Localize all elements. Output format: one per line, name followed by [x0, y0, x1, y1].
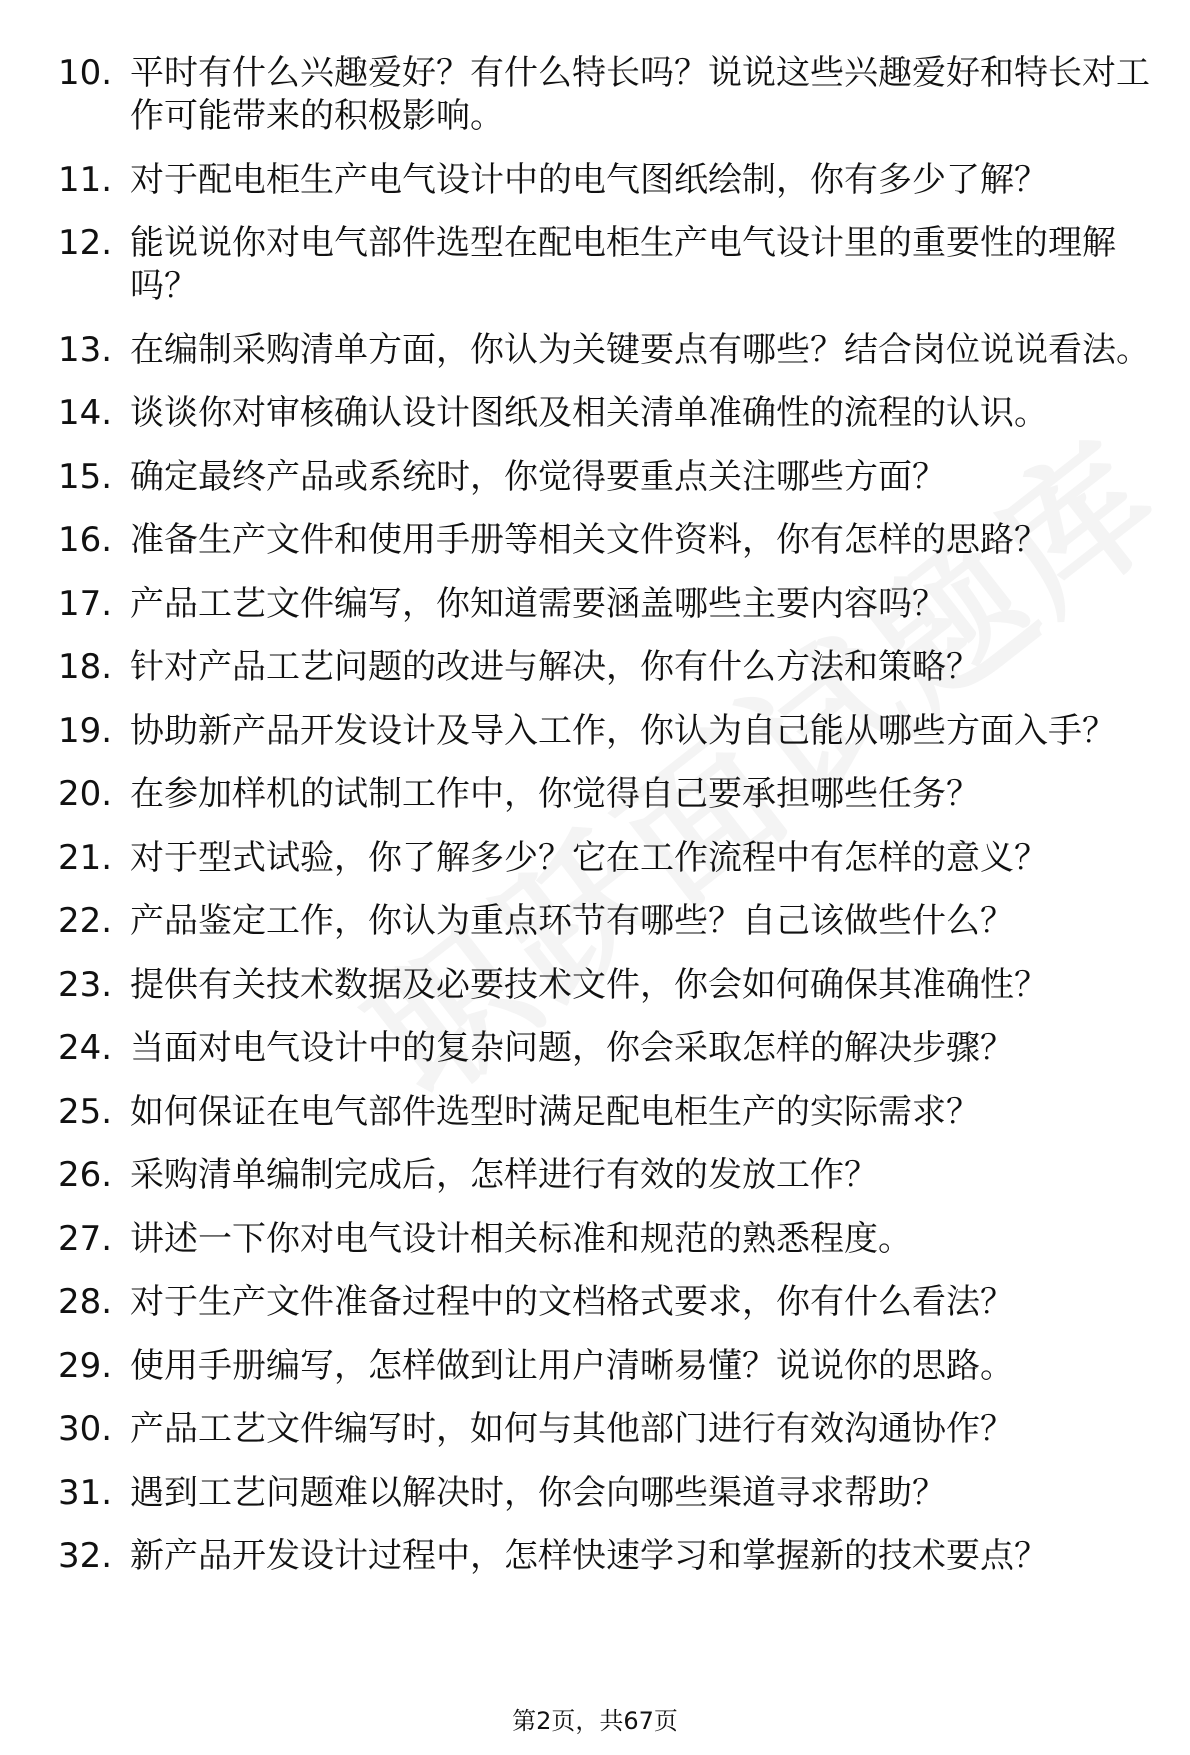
- question-item: [0, 1472, 1190, 1515]
- question-text: 准备生产文件和使用手册等相关文件资料，你有怎样的思路？: [130, 520, 1048, 560]
- question-item: [0, 1535, 1190, 1578]
- question-item: [0, 52, 1190, 138]
- question-item: [0, 392, 1190, 435]
- question-item: [0, 773, 1190, 816]
- question-list: [0, 52, 1190, 1599]
- question-text: 讲述一下你对电气设计相关标准和规范的熟悉程度。: [130, 1218, 912, 1259]
- question-text: 在参加样机的试制工作中，你觉得自己要承担哪些任务？: [130, 774, 980, 814]
- question-number: 14.: [58, 393, 113, 433]
- question-text: 谈谈你对审核确认设计图纸及相关清单准确性的流程的认识。: [130, 393, 1048, 433]
- question-text: 当面对电气设计中的复杂问题，你会采取怎样的解决步骤？: [130, 1028, 1014, 1068]
- question-number: 24.: [58, 1028, 113, 1068]
- question-item: [0, 1091, 1190, 1134]
- question-item: [0, 1408, 1190, 1451]
- question-number: 26.: [58, 1155, 113, 1195]
- question-number: 27.: [58, 1218, 113, 1259]
- question-number: 11.: [58, 159, 113, 200]
- question-number: 29.: [58, 1345, 113, 1386]
- question-number: 28.: [58, 1282, 113, 1322]
- question-number: 15.: [58, 456, 113, 497]
- question-text: 协助新产品开发设计及导入工作，你认为自己能从哪些方面入手？: [130, 710, 1116, 751]
- question-number: 20.: [58, 774, 113, 814]
- question-text: 在编制采购清单方面，你认为关键要点有哪些？结合岗位说说看法。: [130, 329, 1150, 370]
- question-item: [0, 964, 1190, 1007]
- question-text: 如何保证在电气部件选型时满足配电柜生产的实际需求？: [130, 1091, 980, 1132]
- question-text: 产品鉴定工作，你认为重点环节有哪些？自己该做些什么？: [130, 901, 1014, 941]
- question-number: 23.: [58, 964, 113, 1005]
- question-item: [0, 1218, 1190, 1261]
- question-number: 30.: [58, 1409, 113, 1449]
- question-text: 提供有关技术数据及必要技术文件，你会如何确保其准确性？: [130, 964, 1048, 1005]
- question-text: 遇到工艺问题难以解决时，你会向哪些渠道寻求帮助？: [130, 1472, 946, 1513]
- question-item: [0, 900, 1190, 943]
- question-number: 17.: [58, 583, 113, 624]
- question-item: [0, 519, 1190, 562]
- question-text: 对于型式试验，你了解多少？它在工作流程中有怎样的意义？: [130, 837, 1048, 878]
- question-item: [0, 1154, 1190, 1197]
- question-text: 对于生产文件准备过程中的文档格式要求，你有什么看法？: [130, 1282, 1014, 1322]
- question-item: [0, 1281, 1190, 1324]
- question-number: 32.: [58, 1536, 113, 1576]
- question-number: 31.: [58, 1472, 113, 1513]
- question-item: [0, 1345, 1190, 1388]
- question-number: 12.: [58, 223, 113, 263]
- question-text: 产品工艺文件编写时，如何与其他部门进行有效沟通协作？: [130, 1409, 1014, 1449]
- question-item: [0, 583, 1190, 626]
- question-item: [0, 1027, 1190, 1070]
- question-item: [0, 710, 1190, 753]
- question-item: [0, 837, 1190, 880]
- question-text: 能说说你对电气部件选型在配电柜生产电气设计里的重要性的理解吗？: [130, 223, 1116, 306]
- question-number: 13.: [58, 329, 113, 370]
- question-text: 对于配电柜生产电气设计中的电气图纸绘制，你有多少了解？: [130, 159, 1048, 200]
- question-item: [0, 329, 1190, 372]
- question-item: [0, 456, 1190, 499]
- question-number: 19.: [58, 710, 113, 751]
- question-text: 针对产品工艺问题的改进与解决，你有什么方法和策略？: [130, 647, 980, 687]
- page-number: 第2页，共67页: [512, 1707, 678, 1735]
- question-text: 采购清单编制完成后，怎样进行有效的发放工作？: [130, 1155, 878, 1195]
- question-item: [0, 646, 1190, 689]
- question-number: 10.: [58, 53, 113, 93]
- question-text: 确定最终产品或系统时，你觉得要重点关注哪些方面？: [130, 456, 946, 497]
- question-number: 22.: [58, 901, 113, 941]
- question-text: 平时有什么兴趣爱好？有什么特长吗？说说这些兴趣爱好和特长对工作可能带来的积极影响。: [130, 53, 1150, 136]
- question-text: 使用手册编写，怎样做到让用户清晰易懂？说说你的思路。: [130, 1345, 1014, 1386]
- question-text: 新产品开发设计过程中，怎样快速学习和掌握新的技术要点？: [130, 1536, 1048, 1576]
- question-item: [0, 222, 1190, 308]
- question-number: 21.: [58, 837, 113, 878]
- question-number: 16.: [58, 520, 113, 560]
- question-number: 25.: [58, 1091, 113, 1132]
- question-item: [0, 159, 1190, 202]
- question-text: 产品工艺文件编写，你知道需要涵盖哪些主要内容吗？: [130, 583, 946, 624]
- question-number: 18.: [58, 647, 113, 687]
